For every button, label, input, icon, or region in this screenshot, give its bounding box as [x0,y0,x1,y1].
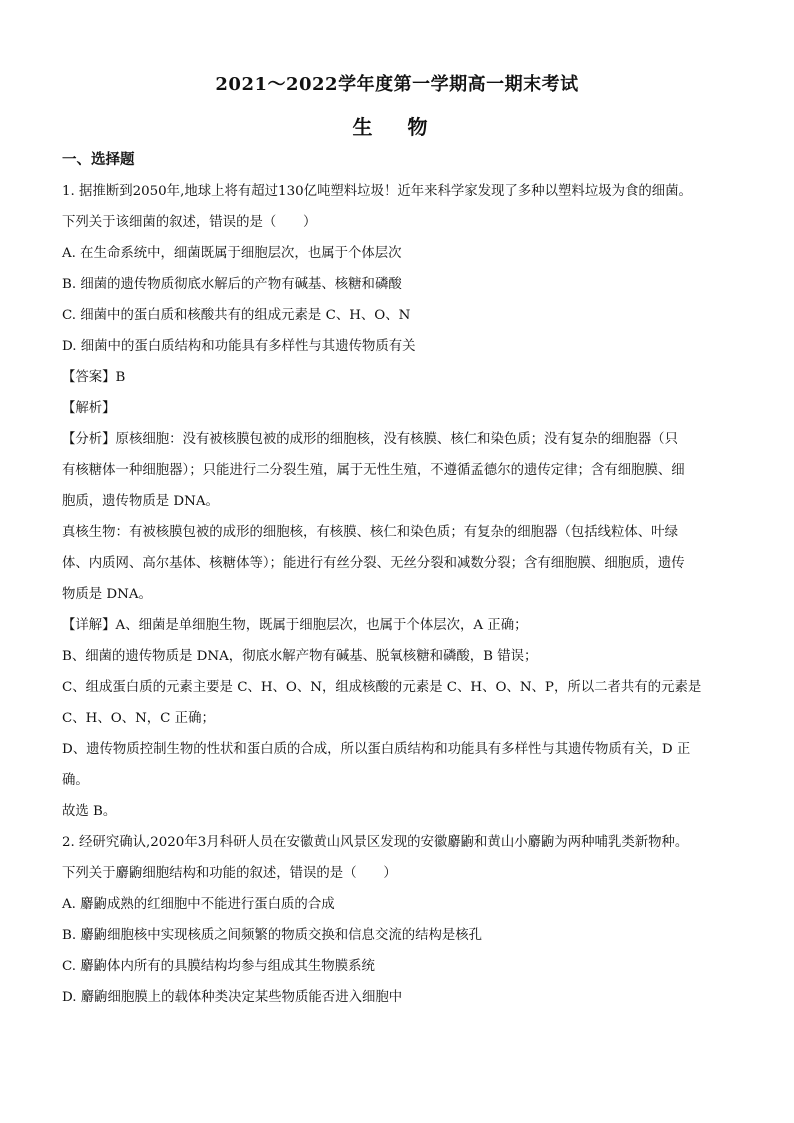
q1-detail-line3: C、组成蛋白质的元素主要是 C、H、O、N，组成核酸的元素是 C、H、O、N、P，所以二者共有的元素是 [62,680,702,695]
q1-detail-line1: 【详解】A、细菌是单细胞生物，既属于细胞层次，也属于个体层次，A 正确； [62,618,528,633]
q2-option-d: D. 麝鼩细胞膜上的载体种类决定某些物质能否进入细胞中 [62,990,403,1005]
q1-analysis-line4: 真核生物：有被核膜包被的成形的细胞核，有核膜、核仁和染色质；有复杂的细胞器（包括线粒体、叶绿 [62,525,678,540]
q1-analysis-heading: 【解析】 [62,401,116,416]
q1-analysis-line6: 物质是 DNA。 [62,587,152,602]
exam-title: 2021～2022学年度第一学期高一期末考试 [215,74,579,95]
q2-option-c: C. 麝鼩体内所有的具膜结构均参与组成其生物膜系统 [62,959,375,974]
q1-answer: 【答案】B [62,370,126,385]
q1-analysis-line5: 体、内质网、高尔基体、核糖体等）；能进行有丝分裂、无丝分裂和减数分裂；含有细胞膜、细胞质，遗传 [62,556,685,571]
q2-stem-line1: 2. 经研究确认,2020年3月科研人员在安徽黄山风景区发现的安徽麝鼩和黄山小麝鼩为两种哺乳类新物种。 [62,835,689,850]
q1-option-c: C. 细菌中的蛋白质和核酸共有的组成元素是 C、H、O、N [62,308,411,323]
q1-detail-line4: C、H、O、N，C 正确； [62,711,215,726]
q1-option-a: A. 在生命系统中，细菌既属于细胞层次，也属于个体层次 [62,246,402,261]
q1-analysis-line2: 有核糖体一种细胞器）；只能进行二分裂生殖，属于无性生殖，不遵循孟德尔的遗传定律；含有细胞膜、细 [62,463,685,478]
q1-analysis-line1: 【分析】原核细胞：没有被核膜包被的成形的细胞核，没有核膜、核仁和染色质；没有复杂的细胞器（只 [62,432,678,447]
q1-analysis-line3: 胞质，遗传物质是 DNA。 [62,494,219,509]
q1-stem-line1: 1. 据推断到2050年,地球上将有超过130亿吨塑料垃圾！近年来科学家发现了多种以塑料垃圾为食的细菌。 [62,184,692,199]
q2-option-b: B. 麝鼩细胞核中实现核质之间频繁的物质交换和信息交流的结构是核孔 [62,928,483,943]
q1-stem-line2: 下列关于该细菌的叙述，错误的是（ ） [62,215,317,230]
q1-option-d: D. 细菌中的蛋白质结构和功能具有多样性与其遗传物质有关 [62,339,416,354]
q1-detail-line6: 确。 [62,773,89,788]
q1-conclusion: 故选 B。 [62,804,117,819]
subject-title: 生 物 [352,115,442,139]
section-heading: 一、选择题 [62,151,135,168]
q2-option-a: A. 麝鼩成熟的红细胞中不能进行蛋白质的合成 [62,897,335,912]
q1-detail-line2: B、细菌的遗传物质是 DNA，彻底水解产物有碱基、脱氧核糖和磷酸，B 错误； [62,649,538,664]
q1-option-b: B. 细菌的遗传物质彻底水解后的产物有碱基、核糖和磷酸 [62,277,402,292]
q2-stem-line2: 下列关于麝鼩细胞结构和功能的叙述，错误的是（ ） [62,866,397,881]
q1-detail-line5: D、遗传物质控制生物的性状和蛋白质的合成，所以蛋白质结构和功能具有多样性与其遗传物质有关，D 正 [62,742,691,757]
